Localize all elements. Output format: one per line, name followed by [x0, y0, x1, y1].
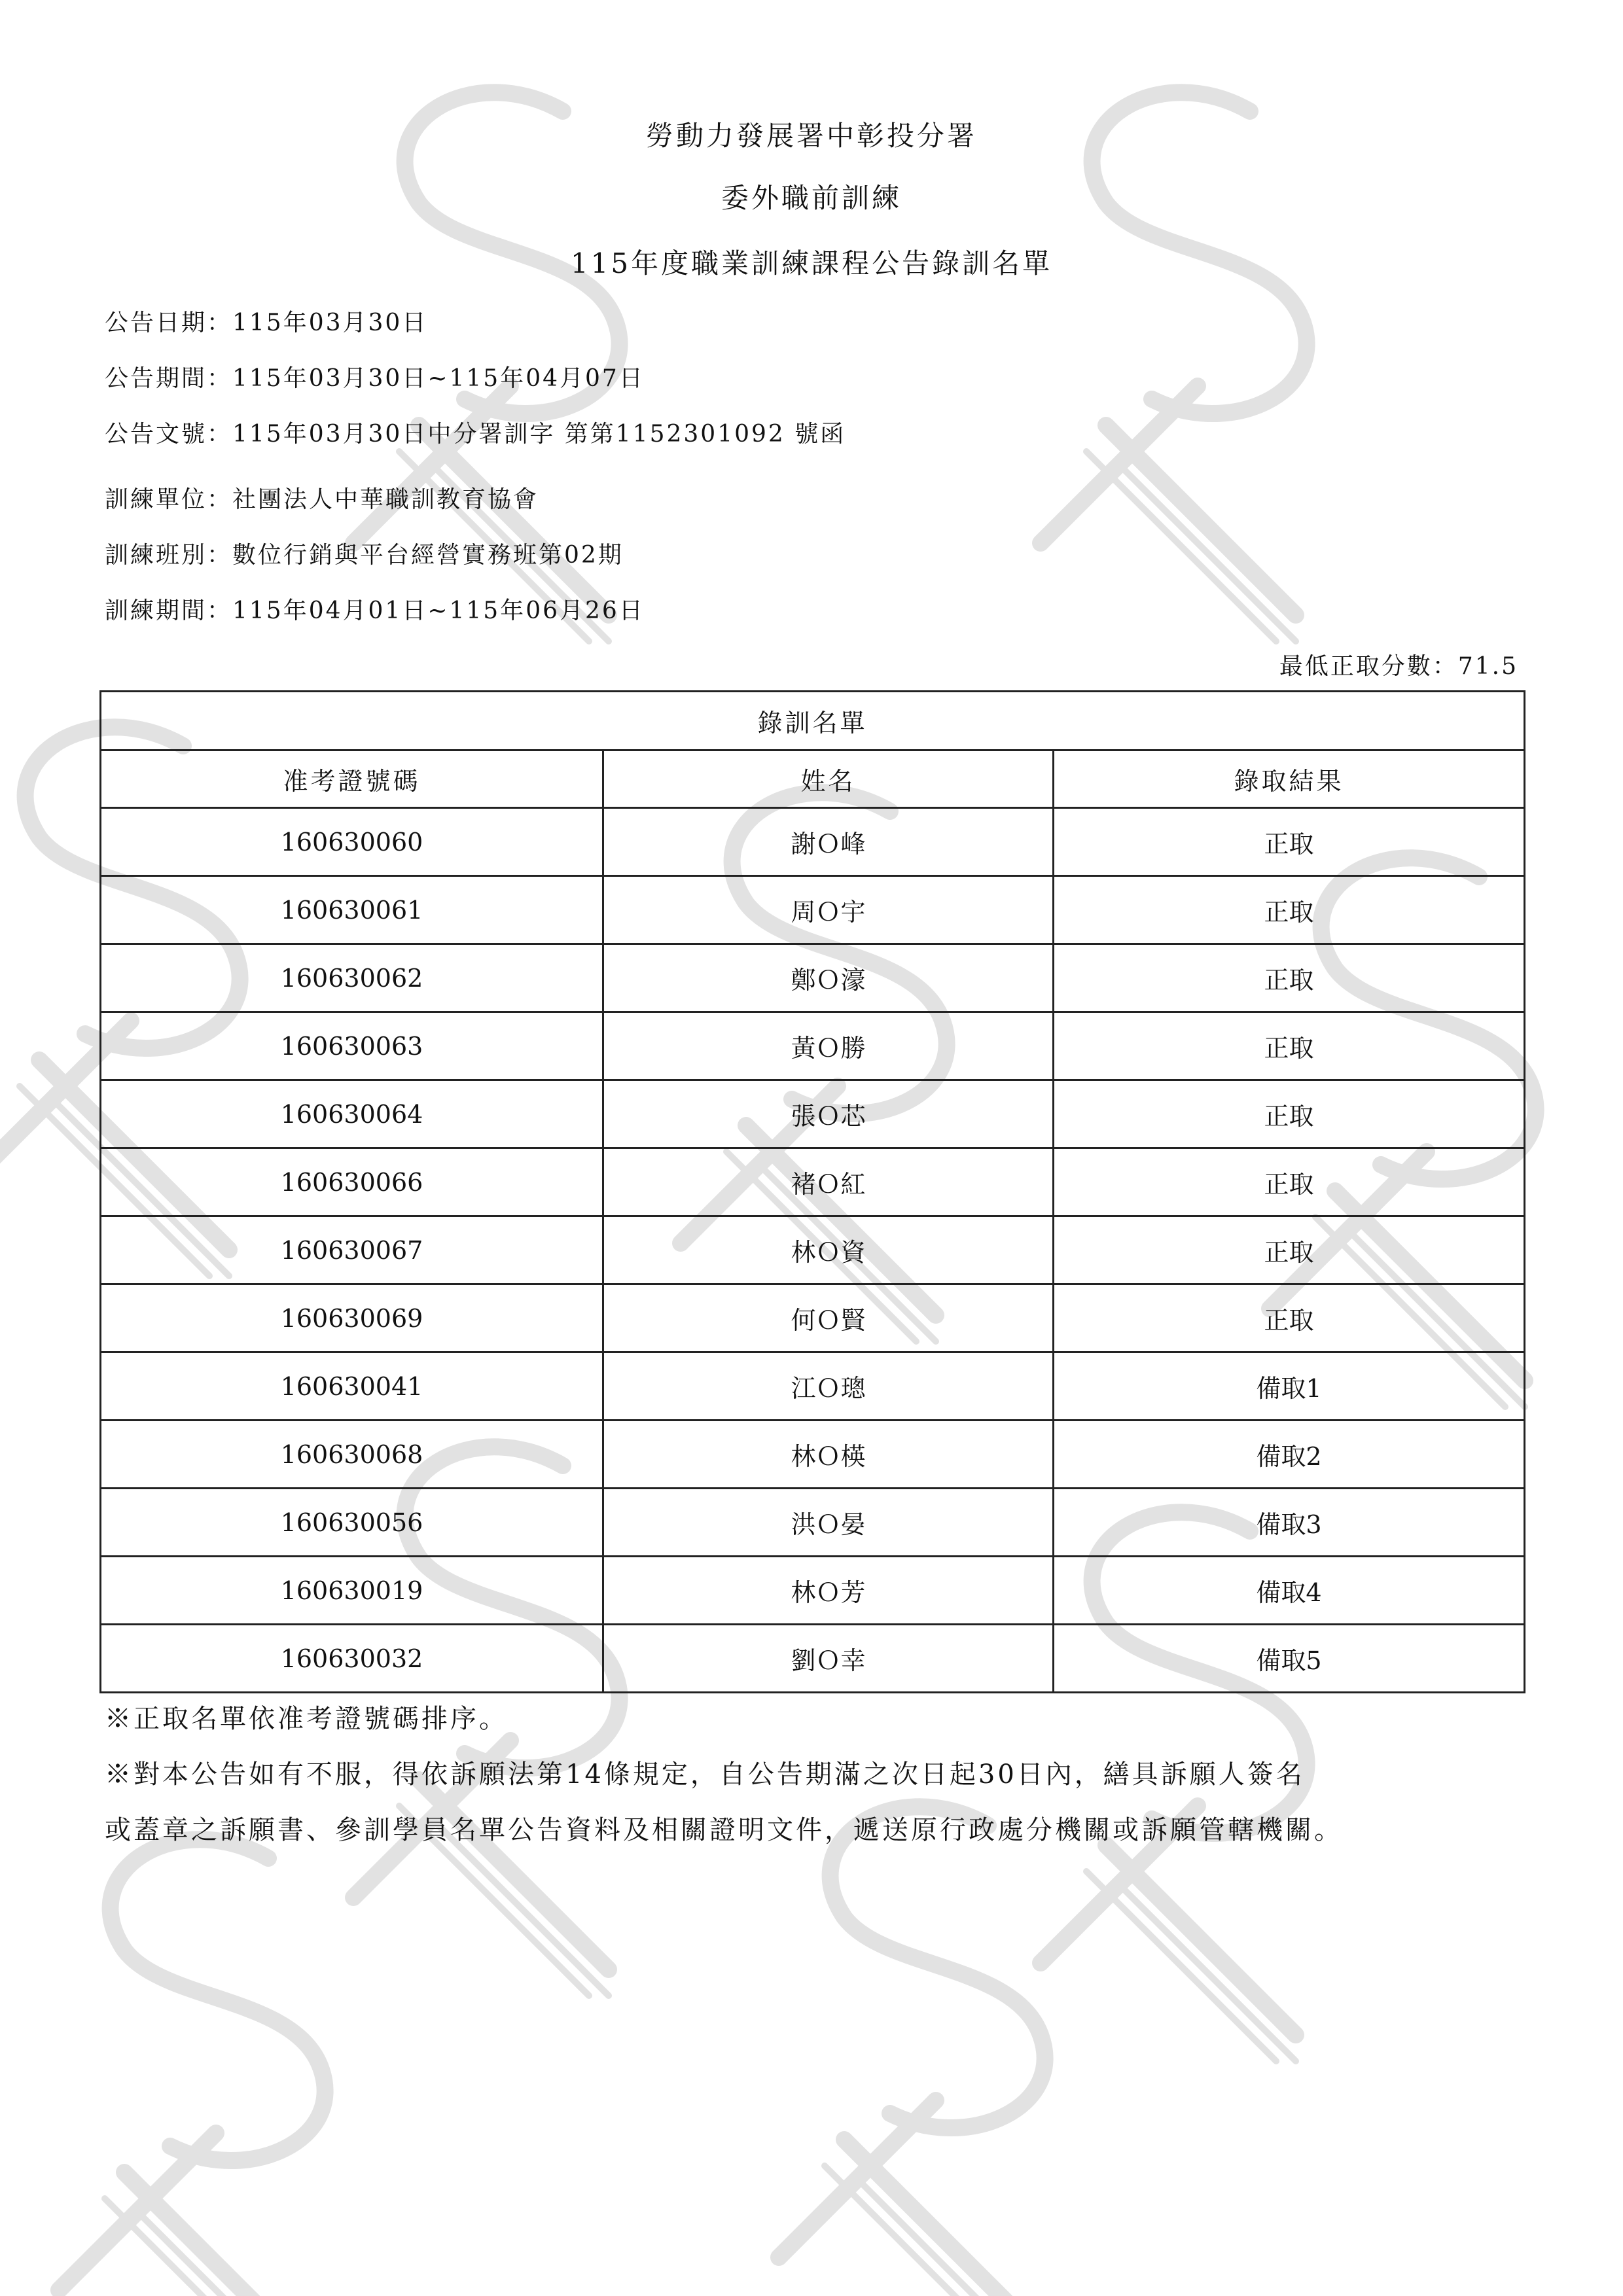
table-caption: 錄訓名單: [101, 692, 1525, 751]
table-row: [101, 944, 1525, 1012]
result-cell: 備取1: [1054, 1352, 1525, 1421]
table-row: [101, 1080, 1525, 1148]
name-cell: 林Ｏ資: [603, 1216, 1054, 1284]
announcement-period: 公告期間：115年03月30日~115年04月07日: [105, 365, 645, 392]
result-cell: 正取: [1054, 1216, 1525, 1284]
result-cell: 備取4: [1054, 1557, 1525, 1625]
name-cell: 林Ｏ芳: [603, 1557, 1054, 1625]
table-row: [101, 1352, 1525, 1421]
name-cell: 周Ｏ宇: [603, 876, 1054, 944]
table-row: [101, 1148, 1525, 1216]
table-row: [101, 876, 1525, 944]
appeal-note-line2: 或蓋章之訴願書、參訓學員名單公告資料及相關證明文件，遞送原行政處分機關或訴願管轄機關。: [105, 1815, 1343, 1845]
name-cell: 鄭Ｏ濠: [603, 944, 1054, 1012]
document-title: 115年度職業訓練課程公告錄訓名單: [570, 247, 1053, 279]
training-class: 訓練班別：數位行銷與平台經營實務班第02期: [105, 542, 624, 569]
exam-number-cell: 160630067: [101, 1216, 603, 1284]
sort-note: ※正取名單依准考證號碼排序。: [105, 1704, 508, 1734]
name-cell: 劉Ｏ幸: [603, 1625, 1054, 1693]
header-exam-number: 准考證號碼: [101, 751, 603, 808]
exam-number-cell: 160630060: [101, 808, 603, 876]
result-cell: 備取2: [1054, 1421, 1525, 1489]
exam-number-cell: 160630064: [101, 1080, 603, 1148]
training-unit: 訓練單位：社團法人中華職訓教育協會: [105, 486, 539, 513]
name-cell: 謝Ｏ峰: [603, 808, 1054, 876]
result-cell: 備取5: [1054, 1625, 1525, 1693]
header-name: 姓名: [603, 751, 1054, 808]
program-title: 委外職前訓練: [721, 182, 902, 214]
name-cell: 江Ｏ璁: [603, 1352, 1054, 1421]
name-cell: 洪Ｏ晏: [603, 1489, 1054, 1557]
name-cell: 褚Ｏ紅: [603, 1148, 1054, 1216]
exam-number-cell: 160630056: [101, 1489, 603, 1557]
training-period: 訓練期間：115年04月01日~115年06月26日: [105, 597, 645, 624]
table-row: [101, 1557, 1525, 1625]
result-cell: 正取: [1054, 808, 1525, 876]
table-caption-row: [101, 692, 1525, 751]
announcement-date: 公告日期：115年03月30日: [105, 309, 428, 336]
exam-number-cell: 160630069: [101, 1284, 603, 1352]
table-row: [101, 1216, 1525, 1284]
announcement-doc-number: 公告文號：115年03月30日中分署訓字 第第1152301092 號函: [105, 421, 846, 448]
appeal-note-line1: ※對本公告如有不服，得依訴願法第14條規定，自公告期滿之次日起30日內，繕具訴願人簽名: [105, 1759, 1305, 1790]
result-cell: 正取: [1054, 1148, 1525, 1216]
exam-number-cell: 160630063: [101, 1012, 603, 1080]
exam-number-cell: 160630061: [101, 876, 603, 944]
min-score: 最低正取分數：71.5: [1279, 653, 1518, 680]
result-cell: 正取: [1054, 944, 1525, 1012]
table-row: [101, 1284, 1525, 1352]
agency-title: 勞動力發展署中彰投分署: [645, 120, 977, 152]
table-header-row: [101, 751, 1525, 808]
name-cell: 張Ｏ芯: [603, 1080, 1054, 1148]
exam-number-cell: 160630041: [101, 1352, 603, 1421]
exam-number-cell: 160630062: [101, 944, 603, 1012]
result-cell: 備取3: [1054, 1489, 1525, 1557]
result-cell: 正取: [1054, 1080, 1525, 1148]
header-result: 錄取結果: [1054, 751, 1525, 808]
table-row: [101, 1421, 1525, 1489]
table-row: [101, 808, 1525, 876]
exam-number-cell: 160630032: [101, 1625, 603, 1693]
exam-number-cell: 160630068: [101, 1421, 603, 1489]
table-row: [101, 1012, 1525, 1080]
name-cell: 何Ｏ賢: [603, 1284, 1054, 1352]
table-row: [101, 1489, 1525, 1557]
admission-table: [99, 690, 1525, 1693]
result-cell: 正取: [1054, 876, 1525, 944]
name-cell: 黃Ｏ勝: [603, 1012, 1054, 1080]
exam-number-cell: 160630066: [101, 1148, 603, 1216]
table-row: [101, 1625, 1525, 1693]
result-cell: 正取: [1054, 1284, 1525, 1352]
name-cell: 林Ｏ楧: [603, 1421, 1054, 1489]
exam-number-cell: 160630019: [101, 1557, 603, 1625]
result-cell: 正取: [1054, 1012, 1525, 1080]
